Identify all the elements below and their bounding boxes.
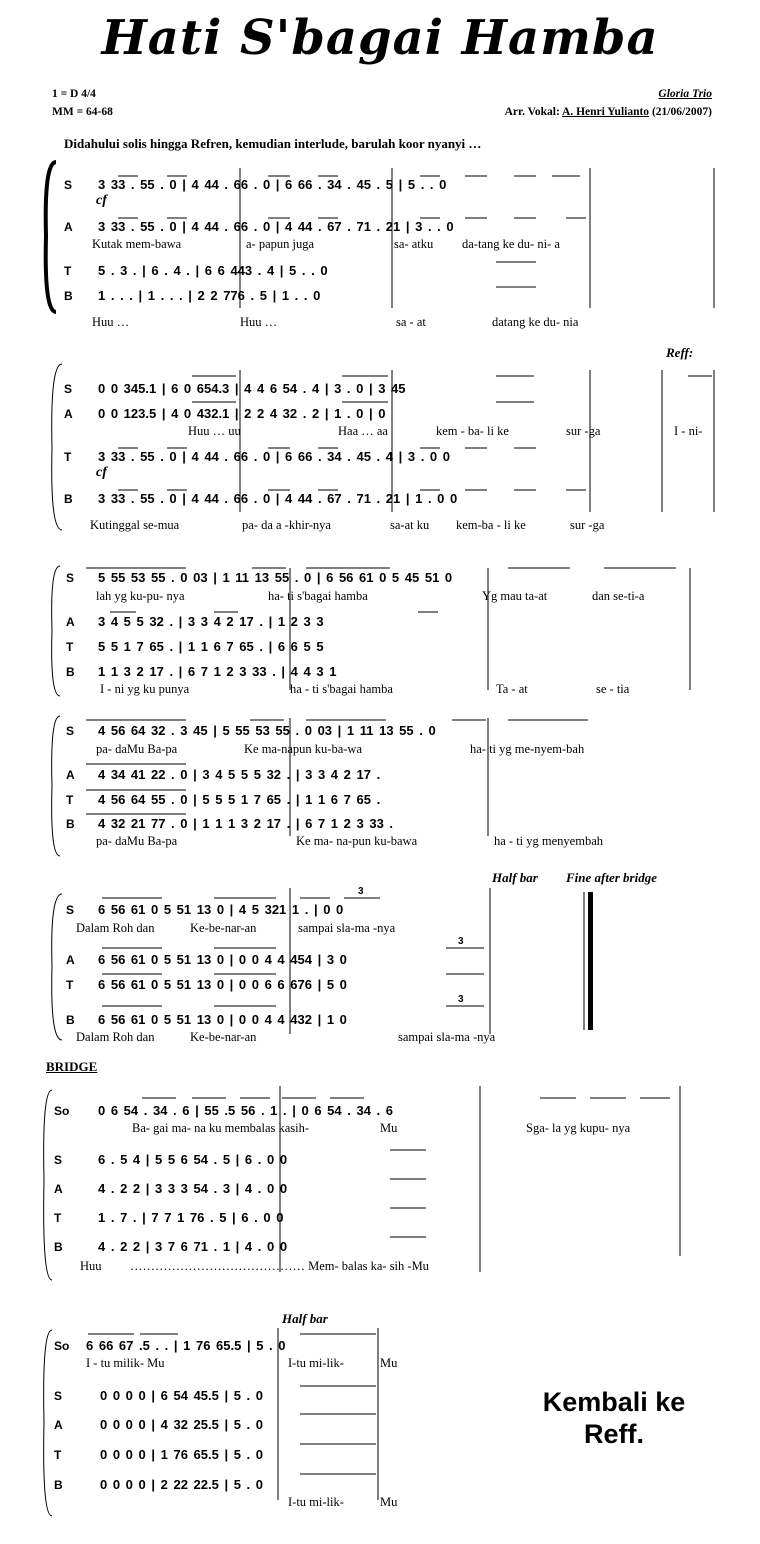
tenor-notes: 1 . 7 . | 7 7 1 76 . 5 | 6 . 0 0 bbox=[98, 1210, 284, 1225]
lyric: I - tu milik- Mu bbox=[86, 1356, 165, 1370]
lyric: datang ke du- nia bbox=[492, 315, 579, 329]
voice-label: A bbox=[64, 407, 73, 421]
voice-label: A bbox=[66, 768, 75, 782]
half-bar-marker: Half bar bbox=[492, 870, 538, 885]
voice-label: S bbox=[54, 1153, 63, 1167]
solo-notes: 0 6 54 . 34 . 6 | 55 .5 56 . 1 . | 0 6 54 . 34 . 6 bbox=[98, 1103, 394, 1118]
lyric: da-tang ke du- ni- a bbox=[462, 237, 560, 251]
voice-label: A bbox=[66, 953, 75, 967]
return-instruction bbox=[524, 1386, 704, 1450]
voice-label: A bbox=[64, 220, 73, 234]
bass-notes: 0 0 0 0 | 2 22 22.5 | 5 . 0 bbox=[100, 1477, 263, 1492]
final-barline-thick bbox=[588, 892, 593, 1030]
lyric: Ke-be-nar-an bbox=[190, 921, 257, 935]
song-title: Hati S'bagai Hamba bbox=[101, 10, 659, 66]
lyric: sur -ga bbox=[570, 518, 605, 532]
return-line-2: Reff. bbox=[584, 1419, 644, 1449]
lyric: Sga- la yg kupu- nya bbox=[526, 1121, 631, 1135]
lyric: …………………………………… Mem- balas ka- sih -Mu bbox=[130, 1259, 429, 1273]
voice-label: B bbox=[54, 1478, 63, 1492]
voice-label: S bbox=[66, 571, 75, 585]
tempo-marking: MM = 64-68 bbox=[52, 106, 113, 118]
bass-notes: 4 . 2 2 | 3 7 6 71 . 1 | 4 . 0 0 bbox=[98, 1239, 288, 1254]
voice-label: B bbox=[66, 1013, 75, 1027]
voice-label: T bbox=[64, 450, 72, 464]
lyric: I-tu mi-lik- bbox=[288, 1495, 344, 1509]
solo-notes: 6 66 67 .5 . . | 1 76 65.5 | 5 . 0 bbox=[86, 1338, 286, 1353]
fine-marker: Fine after bridge bbox=[566, 870, 657, 885]
arranger-credit bbox=[505, 106, 712, 118]
soprano-notes: 3 33 . 55 . 0 | 4 44 . 66 . 0 | 6 66 . 34 . 45 . 5 | 5 . . 0 bbox=[98, 177, 447, 192]
voice-label: A bbox=[54, 1418, 63, 1432]
tenor-notes: 0 0 0 0 | 1 76 65.5 | 5 . 0 bbox=[100, 1447, 263, 1462]
voice-label: S bbox=[64, 382, 73, 396]
key-signature: 1 = D 4/4 bbox=[52, 88, 96, 100]
triplet-mark: 3 bbox=[458, 936, 464, 947]
voice-label: S bbox=[54, 1389, 63, 1403]
lyric: Kutinggal se-mua bbox=[90, 518, 180, 532]
system7-brace bbox=[44, 1330, 52, 1516]
lyric: Kutak mem-bawa bbox=[92, 237, 182, 251]
lyric: Ta - at bbox=[496, 682, 528, 696]
system1-brace bbox=[46, 162, 56, 312]
lyric: pa- da a -khir-nya bbox=[242, 518, 331, 532]
voice-label: T bbox=[66, 978, 74, 992]
lyric: pa- daMu Ba-pa bbox=[96, 834, 178, 848]
lyric: Huu … bbox=[240, 315, 278, 329]
lyric: Dalam Roh dan bbox=[76, 1030, 155, 1044]
triplet-mark: 3 bbox=[358, 886, 364, 897]
lyric: Dalam Roh dan bbox=[76, 921, 155, 935]
soprano-notes: 5 55 53 55 . 0 03 | 1 11 13 55 . 0 | 6 56 61 0 5 45 51 0 bbox=[98, 570, 453, 585]
bass-notes: 3 33 . 55 . 0 | 4 44 . 66 . 0 | 4 44 . 67 . 71 . 21 | 1 . 0 0 bbox=[98, 491, 458, 506]
lyric: Mu bbox=[380, 1121, 398, 1135]
alto-notes: 4 . 2 2 | 3 3 3 54 . 3 | 4 . 0 0 bbox=[98, 1181, 288, 1196]
lyric: kem-ba - li ke bbox=[456, 518, 526, 532]
voice-label: T bbox=[54, 1211, 62, 1225]
lyric: ha - ti s'bagai hamba bbox=[290, 682, 393, 696]
arranger-prefix: Arr. Vokal: bbox=[504, 106, 563, 118]
system2-brace bbox=[52, 364, 62, 530]
voice-label: B bbox=[64, 289, 73, 303]
voice-label: T bbox=[54, 1448, 62, 1462]
lyric: ha - ti yg menyembah bbox=[494, 834, 603, 848]
lyric: Haa … aa bbox=[338, 424, 388, 438]
return-line-1: Kembali ke bbox=[542, 1387, 686, 1417]
lyric: Ke-be-nar-an bbox=[190, 1030, 257, 1044]
alto-notes: 0 0 123.5 | 4 0 432.1 | 2 2 4 32 . 2 | 1 . 0 | 0 bbox=[98, 406, 386, 421]
voice-label: T bbox=[64, 264, 72, 278]
soprano-notes: 6 56 61 0 5 51 13 0 | 4 5 321 1 . | 0 0 bbox=[98, 902, 344, 917]
lyric: Huu … uu bbox=[188, 424, 241, 438]
lyric: Mu bbox=[380, 1356, 398, 1370]
voice-label: A bbox=[54, 1182, 63, 1196]
voice-label: S bbox=[66, 903, 75, 917]
voice-label: B bbox=[66, 665, 75, 679]
composer-credit: Gloria Trio bbox=[658, 88, 712, 100]
voice-label: S bbox=[64, 178, 73, 192]
alto-notes: 6 56 61 0 5 51 13 0 | 0 0 4 4 454 | 3 0 bbox=[98, 952, 347, 967]
cf-marking: cf bbox=[96, 465, 107, 480]
lyric: I-tu mi-lik- bbox=[288, 1356, 344, 1370]
lyric: sampai sla-ma -nya bbox=[298, 921, 396, 935]
bridge-heading: BRIDGE bbox=[46, 1059, 98, 1074]
cf-marking: cf bbox=[96, 193, 107, 208]
soprano-notes: 0 0 0 0 | 6 54 45.5 | 5 . 0 bbox=[100, 1388, 263, 1403]
voice-label: So bbox=[54, 1104, 70, 1118]
tenor-notes: 5 . 3 . | 6 . 4 . | 6 6 443 . 4 | 5 . . 0 bbox=[98, 263, 328, 278]
lyric: Ke ma-napun ku-ba-wa bbox=[244, 742, 363, 756]
voice-label: T bbox=[66, 793, 74, 807]
voice-label: T bbox=[66, 640, 74, 654]
alto-notes: 3 4 5 5 32 . | 3 3 4 2 17 . | 1 2 3 3 bbox=[98, 614, 324, 629]
lyric: sa-at ku bbox=[390, 518, 430, 532]
voice-label: So bbox=[54, 1339, 70, 1353]
lyric: sampai sla-ma -nya bbox=[398, 1030, 496, 1044]
alto-notes: 4 34 41 22 . 0 | 3 4 5 5 5 32 . | 3 3 4 2 17 . bbox=[98, 767, 381, 782]
lyric: Mu bbox=[380, 1495, 398, 1509]
arranger-name: A. Henri Yulianto bbox=[562, 106, 650, 118]
system4-brace bbox=[52, 716, 60, 856]
triplet-mark: 3 bbox=[458, 994, 464, 1005]
lyric: dan se-ti-a bbox=[592, 589, 645, 603]
lyric: sa - at bbox=[396, 315, 426, 329]
system3-brace bbox=[52, 566, 60, 696]
lyric: I - ni- bbox=[674, 424, 703, 438]
voice-label: B bbox=[64, 492, 73, 506]
tenor-notes: 5 5 1 7 65 . | 1 1 6 7 65 . | 6 6 5 5 bbox=[98, 639, 324, 654]
intro-instruction: Didahului solis hingga Refren, kemudian interlude, barulah koor nyanyi … bbox=[64, 136, 482, 151]
alto-notes: 0 0 0 0 | 4 32 25.5 | 5 . 0 bbox=[100, 1417, 263, 1432]
system5-brace bbox=[52, 894, 62, 1040]
tenor-notes: 4 56 64 55 . 0 | 5 5 5 1 7 65 . | 1 1 6 7 65 . bbox=[98, 792, 381, 807]
tenor-notes: 6 56 61 0 5 51 13 0 | 0 0 6 6 676 | 5 0 bbox=[98, 977, 347, 992]
bass-notes: 4 32 21 77 . 0 | 1 1 1 3 2 17 . | 6 7 1 2 3 33 . bbox=[98, 816, 394, 831]
tenor-notes: 3 33 . 55 . 0 | 4 44 . 66 . 0 | 6 66 . 34 . 45 . 4 | 3 . 0 0 bbox=[98, 449, 451, 464]
bridge-brace bbox=[44, 1090, 52, 1280]
lyric: sur -ga bbox=[566, 424, 601, 438]
lyric: kem - ba- li ke bbox=[436, 424, 509, 438]
lyric: sa- atku bbox=[394, 237, 434, 251]
soprano-notes: 4 56 64 32 . 3 45 | 5 55 53 55 . 0 03 | 1 11 13 55 . 0 bbox=[98, 723, 436, 738]
voice-label: A bbox=[66, 615, 75, 629]
half-bar-marker: Half bar bbox=[282, 1311, 328, 1326]
arranger-date: (21/06/2007) bbox=[649, 106, 712, 118]
lyric: Yg mau ta-at bbox=[482, 589, 548, 603]
lyric: ha- ti s'bagai hamba bbox=[268, 589, 368, 603]
refrain-marker: Reff: bbox=[666, 345, 694, 360]
bass-notes: 6 56 61 0 5 51 13 0 | 0 0 4 4 432 | 1 0 bbox=[98, 1012, 347, 1027]
lyric: a- papun juga bbox=[246, 237, 315, 251]
lyric: Ke ma- na-pun ku-bawa bbox=[296, 834, 418, 848]
lyric: ha- ti yg me-nyem-bah bbox=[470, 742, 585, 756]
lyric: Huu … bbox=[92, 315, 130, 329]
lyric: I - ni yg ku punya bbox=[100, 682, 190, 696]
voice-label: B bbox=[66, 817, 75, 831]
lyric: lah yg ku-pu- nya bbox=[96, 589, 185, 603]
voice-label: B bbox=[54, 1240, 63, 1254]
bass-notes: 1 1 3 2 17 . | 6 7 1 2 3 33 . | 4 4 3 1 bbox=[98, 664, 337, 679]
voice-label: S bbox=[66, 724, 75, 738]
soprano-notes: 0 0 345.1 | 6 0 654.3 | 4 4 6 54 . 4 | 3 . 0 | 3 45 bbox=[98, 381, 406, 396]
soprano-notes: 6 . 5 4 | 5 5 6 54 . 5 | 6 . 0 0 bbox=[98, 1152, 288, 1167]
lyric: Ba- gai ma- na ku membalas kasih- bbox=[132, 1121, 310, 1135]
bass-notes: 1 . . . | 1 . . . | 2 2 776 . 5 | 1 . . 0 bbox=[98, 288, 321, 303]
alto-notes: 3 33 . 55 . 0 | 4 44 . 66 . 0 | 4 44 . 67 . 71 . 21 | 3 . . 0 bbox=[98, 219, 454, 234]
lyric: pa- daMu Ba-pa bbox=[96, 742, 178, 756]
lyric: se - tia bbox=[596, 682, 630, 696]
lyric: Huu bbox=[80, 1259, 102, 1273]
